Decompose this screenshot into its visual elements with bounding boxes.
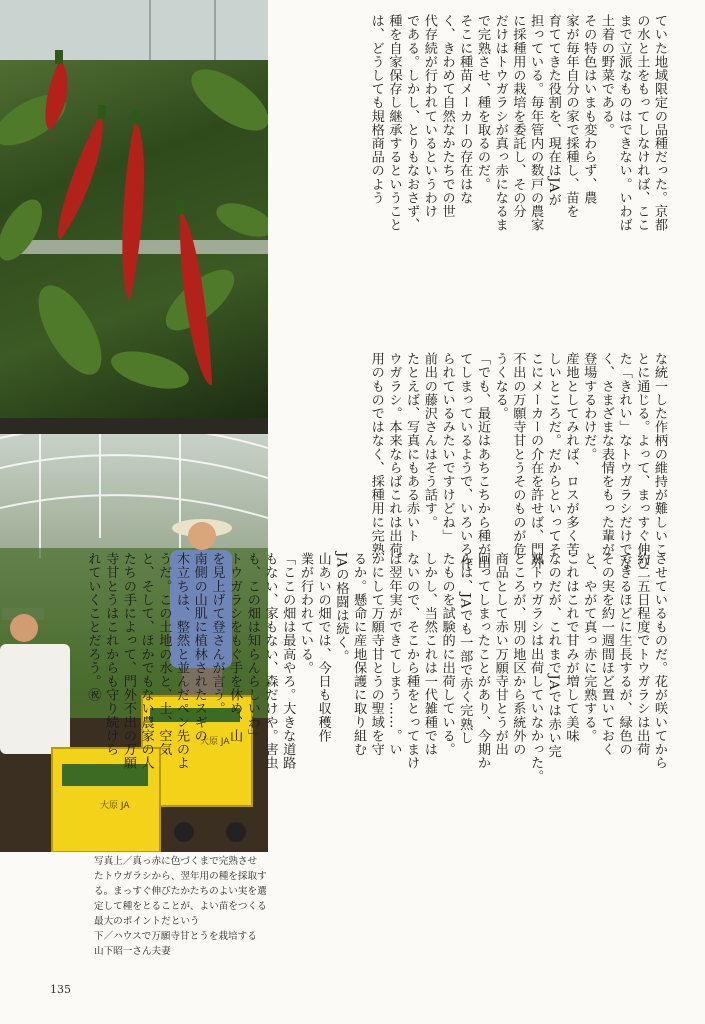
caption-line: 定して種をとることが、よい苗をつくる <box>94 901 267 912</box>
article-line: 家が毎年自分の家で採種し、苗を <box>563 14 579 218</box>
article-line: たものを試験的に出荷している。 <box>439 552 455 756</box>
article-line: ば翌年実ができてしまう……。い <box>386 552 402 756</box>
article-line: トウガラシをもぐ手を休め、山 <box>227 552 243 743</box>
article-line: 山あいの畑では、今日も収穫作 <box>315 552 331 743</box>
article-line: しかし、当然これは一代雑種では <box>421 552 437 756</box>
article-line: で完熟させ、種を取るのだ。 <box>474 14 490 191</box>
caption-line: 写真上／真っ赤に色づくまで完熟させ <box>94 856 258 867</box>
article-line: もない、家もない、森だけや。害虫 <box>262 552 278 770</box>
article-line: 商品として赤い万願寺甘とうが出 <box>492 552 508 756</box>
article-line: れていくことだろう。㊗ <box>85 552 101 702</box>
article-line: しいところだ。だからといってそ <box>545 352 561 556</box>
article-line: とに通じる。よって、まっすぐ伸び <box>634 352 650 570</box>
article-line: と、そして、ほかでもない農家の人 <box>138 552 154 770</box>
article-line: られているみたいですけどね」 <box>439 352 455 543</box>
article-line: 業が行われている。 <box>297 552 313 675</box>
article-line: 約二五日程度でトウガラシは出荷 <box>634 552 650 756</box>
article-line: だけはトウガラシが真っ赤になるま <box>492 14 508 232</box>
article-end-mark: ㊗ <box>85 688 101 702</box>
article-line: 「でも、最近はあちこちから種が出 <box>474 352 490 570</box>
article-line: に採種用の栽培を委託し、その分 <box>510 14 526 218</box>
article-line: ウガラシ。本来ならばこれは出荷 <box>386 352 402 556</box>
red-peppers-illustration <box>0 0 268 418</box>
page-number: 135 <box>50 983 71 996</box>
article-line: 育ててきた役割を、現在はJAが <box>545 14 561 207</box>
article-line: こにメーカーの介在を許せば、門外 <box>528 352 544 570</box>
article-line: その実を約一週間ほど置いておく <box>598 552 614 756</box>
article-line: 用のものではなく、採種用に完熟 <box>368 352 384 556</box>
article-line: の水と土をもってしなければ、ここ <box>634 14 650 232</box>
article-line: かにして万願寺甘とうの聖域を守 <box>368 552 384 756</box>
caption-line: る。まっすぐ伸びたかたちのよい実を選 <box>94 886 267 897</box>
article-line: 産地としてみれば、ロスが多く苦 <box>563 352 579 556</box>
article-line: うくなる。 <box>492 352 508 420</box>
article-line: 寺甘とうはこれからも守り続けら <box>103 552 119 756</box>
article-line: 回ってしまったことがあり、今期か <box>474 552 490 770</box>
article-line: 熟トウガラシは出荷していなかった。 <box>528 552 544 784</box>
article-line: その特色はいまも変わらず、農 <box>581 14 597 205</box>
article-line: 南側の山肌に植林されたスギの <box>191 552 207 743</box>
article-line: うだ。この土地の水と、土、空気 <box>156 552 172 756</box>
article-line: させているものだ。花が咲いてから <box>652 552 667 770</box>
article-line: 登場するわけだ。 <box>581 352 597 461</box>
caption-line: 最大のポイントだという <box>94 916 200 927</box>
article-line: と、やがて真っ赤に完熟する。 <box>581 552 597 743</box>
caption-line: 下／ハウスで万願寺甘とうを栽培する <box>94 931 257 942</box>
article-line: く、さまざまな表情をもった輩が <box>598 352 614 556</box>
article-line: るか。懸命に産地保護に取り組む <box>351 552 367 756</box>
article-line: JAの格闘は続く。 <box>333 552 349 663</box>
article-line: を見上げて登さんが言う。 <box>209 552 225 716</box>
article-line: 種を自家保存し継承するということ <box>386 14 402 232</box>
article-line: らは、JAでも一部で赤く完熟し <box>457 552 473 745</box>
article-line: たちの手によって、門外不出の万願 <box>120 552 136 770</box>
article-line: く、きわめて自然なかたちでの世 <box>439 14 455 218</box>
article-line: てしまっているようで、いろいろ作 <box>457 352 473 570</box>
article-line: た「きれい」なトウガラシだけでな <box>616 352 632 570</box>
article-line: 前出の藤沢さんはそう話す。 <box>421 352 437 529</box>
photo-caption <box>94 854 274 959</box>
article-line: も、この畑は知らんらしいわ」 <box>244 552 260 743</box>
article-line: ところが、別の地区から系統外の <box>510 552 526 756</box>
article-line: 担っている。毎年管内の数戸の農家 <box>528 14 544 232</box>
crate-label: 大原 JA <box>100 801 130 811</box>
article-line: 木立ちは、整然と並んだペン先のよ <box>174 552 190 770</box>
caption-line: 山下昭一さん夫妻 <box>94 946 171 957</box>
article-line: できるほどに生長するが、緑色の <box>616 552 632 756</box>
article-line: そこに種苗メーカーの存在はな <box>457 14 473 205</box>
article-line: なのだが、これまでJAでは赤い完 <box>545 552 561 759</box>
article-line: まで立派なものはできない。いわば <box>616 14 632 232</box>
article-line: な統一した作柄の維持が難しいこ <box>652 352 667 556</box>
article-line: 土着の野菜である。 <box>598 14 614 137</box>
article-line: これはこれで甘みが増して美味 <box>563 552 579 743</box>
crate-label: 大原 JA <box>200 737 230 747</box>
article-line: ていた地域限定の品種だった。京都 <box>652 14 667 232</box>
article-line: 「ここの畑は最高やろ。大きな道路 <box>280 552 296 770</box>
article-line: である。しかし、とりもなおさず、 <box>404 14 420 232</box>
caption-line: たトウガラシから、翌年用の種を採取す <box>94 871 267 882</box>
red-peppers-photo <box>0 0 268 418</box>
article-line: 不出の万願寺甘とうそのものが危 <box>510 352 526 556</box>
article-tier-top <box>288 14 668 334</box>
article-line: は、どうしても規格商品のよう <box>368 14 384 205</box>
article-line: たとえば、写真にもある赤いト <box>404 352 420 543</box>
article-line: 代存続が行われているというわけ <box>421 14 437 218</box>
article-line: ないので、そこから種をとってまけ <box>404 552 420 770</box>
